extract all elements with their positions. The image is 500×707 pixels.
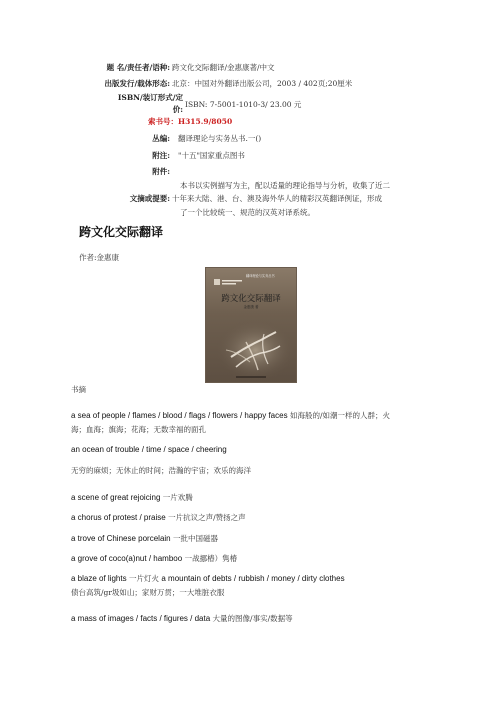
series-label: 丛编: — [152, 134, 170, 143]
book-heading: 跨文化交际翻译 — [79, 225, 164, 239]
cover-publisher-strip — [236, 376, 266, 378]
publication-value: 北京：中国对外翻译出版公司，2003 / 402页;20厘米 — [172, 79, 353, 88]
excerpt-zh: 大量的图像/事实/数据等 — [210, 614, 293, 623]
excerpt-zh: 一批中国磁器 — [170, 534, 219, 543]
excerpt-en: a chorus of protest / praise — [71, 513, 166, 522]
isbn-value: ISBN: 7-5001-1010-3/ 23.00 元 — [185, 100, 302, 109]
excerpt-line-10: 债台高筑/gr圾如山；家财万贯；一大堆脏衣服 — [71, 588, 225, 597]
cover-series: 翻译理论与实务丛书 — [246, 274, 275, 278]
series-value: 翻译理论与实务丛书.一() — [178, 134, 262, 143]
isbn-label-cont: 价: — [172, 105, 183, 114]
excerpt-en: a blaze of lights — [71, 574, 127, 583]
book-cover-image — [205, 267, 297, 383]
excerpt-label: 书摘 — [71, 385, 86, 394]
excerpt-en: a trove of Chinese porcelain — [71, 534, 171, 543]
isbn-label: ISBN/装订形式/定 — [117, 93, 183, 102]
excerpt-line-3: an ocean of trouble / time / space / cheering — [71, 445, 227, 454]
cover-illustration — [206, 312, 296, 382]
excerpt-line-5 — [71, 485, 193, 504]
excerpt-en: a mass of images / facts / figures / data — [71, 614, 211, 623]
excerpt-zh: 如海般的/如潮一样的人群；火 — [287, 411, 390, 420]
title-value: 跨文化交际翻译/金惠康著/中文 — [172, 63, 275, 72]
abstract-line-3: 了一个比较统一、规范的汉英对译系统。 — [180, 208, 315, 217]
publisher-logo — [214, 273, 244, 283]
abstract-label: 文摘或提要: — [129, 194, 170, 203]
excerpt-line-2: 海；血海；旗海；花海；无数幸福的面孔 — [71, 425, 206, 434]
excerpt-zh: 一战挪椿）隽椿 — [182, 554, 238, 563]
excerpt-line-11 — [71, 606, 293, 625]
abstract-line-2: 十年来大陆、港、台、澳及海外华人的精彩汉英翻译例证，形成 — [172, 194, 382, 203]
excerpt-en: a mountain of debts / rubbish / money / dirty clothes — [161, 574, 345, 583]
abstract-line-1: 本书以实例描写为主，配以适量的理论指导与分析，收集了近二 — [180, 181, 390, 190]
excerpt-en: a grove of coco(a)nut / hamboo — [71, 554, 183, 563]
excerpt-line-6 — [71, 505, 246, 524]
excerpt-en: a scene of great rejoicing — [71, 493, 161, 502]
excerpt-line-4: 无穷的麻烦；无休止的时间；浩瀚的宇宙；欢乐的海洋 — [71, 466, 251, 475]
excerpt-zh: 一片抗议之声/赞扬之声 — [165, 513, 246, 522]
excerpt-line-7 — [71, 526, 218, 545]
author-line: 作者:金惠康 — [79, 253, 120, 262]
title-label: 题 名/责任者/语种: — [106, 63, 170, 72]
publication-label: 出版发行/载体形态: — [104, 79, 170, 88]
excerpt-zh: 一片灯火 — [126, 574, 162, 583]
excerpt-zh: 一片欢腾 — [160, 493, 193, 502]
call-number: 索书号：H315.9/8050 — [148, 117, 233, 126]
cover-author: 金惠康 著 — [243, 305, 259, 309]
note-value: "十五"国家重点图书 — [178, 151, 245, 160]
excerpt-line-9 — [71, 566, 345, 585]
excerpt-line-8 — [71, 546, 237, 565]
excerpt-en: a sea of people / flames / blood / flags / flowers / happy faces — [71, 411, 288, 420]
excerpt-line-1 — [71, 403, 390, 422]
attachment-label: 附件: — [152, 167, 170, 176]
note-label: 附注: — [152, 151, 170, 160]
cover-title: 跨文化交际翻译 — [221, 294, 281, 304]
